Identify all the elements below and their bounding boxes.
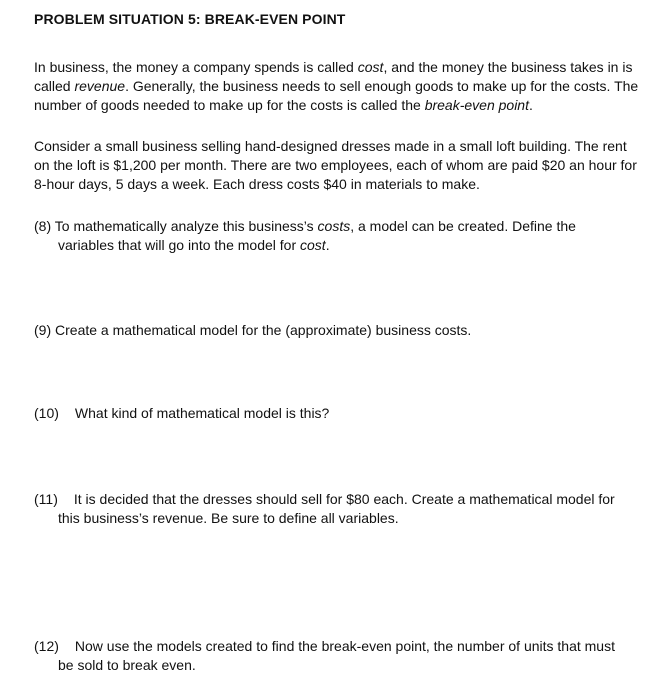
question-text-3: . (325, 237, 330, 253)
intro-text-1: In business, the money a company spends is called (34, 59, 358, 75)
question-number: (11) (34, 491, 58, 507)
term-revenue: revenue (74, 78, 126, 94)
question-12 (34, 637, 634, 675)
question-text: Create a mathematical model for the (approximate) business costs. (55, 322, 472, 338)
intro-text-3: . Generally, the business needs to sell enough goods to make up for the costs. The number of goods needed to make up for the costs is called the (34, 78, 639, 113)
question-text: What kind of mathematical model is this? (74, 405, 330, 421)
term-break-even-point: break-even point (424, 97, 529, 113)
question-text: Now use the models created to find the break-even point, the number of units that must be sold to break even. (58, 638, 615, 673)
scenario-paragraph: Consider a small business selling hand-designed dresses made in a small loft building. The rent on the loft is $1,200 per month. There are two employees, each of whom are paid $20 an hour for 8-hour days, 5 days a week. Each dress costs $40 in materials to make. (34, 138, 637, 192)
term-cost-2: cost (300, 237, 326, 253)
term-cost: cost (357, 59, 384, 75)
question-text: It is decided that the dresses should sell for $80 each. Create a mathematical model for this business’s revenue. Be sure to define all variables. (58, 491, 615, 526)
question-9 (34, 321, 634, 340)
question-number: (9) (34, 322, 52, 338)
intro-text-4: . (528, 97, 533, 113)
term-costs: costs (317, 218, 351, 234)
question-number: (12) (34, 638, 59, 654)
question-11 (34, 490, 634, 528)
intro-paragraph (34, 58, 639, 115)
question-text-2: , a model can be created. Define the variables that will go into the model for (58, 218, 576, 253)
page-title: PROBLEM SITUATION 5: BREAK-EVEN POINT (34, 11, 346, 27)
question-number: (8) (34, 218, 52, 234)
question-10 (34, 404, 634, 423)
question-number: (10) (34, 405, 59, 421)
question-8 (34, 217, 634, 255)
question-text-1: To mathematically analyze this business’s (54, 218, 318, 234)
intro-text-2: , and the money the business takes in is called (34, 59, 633, 94)
